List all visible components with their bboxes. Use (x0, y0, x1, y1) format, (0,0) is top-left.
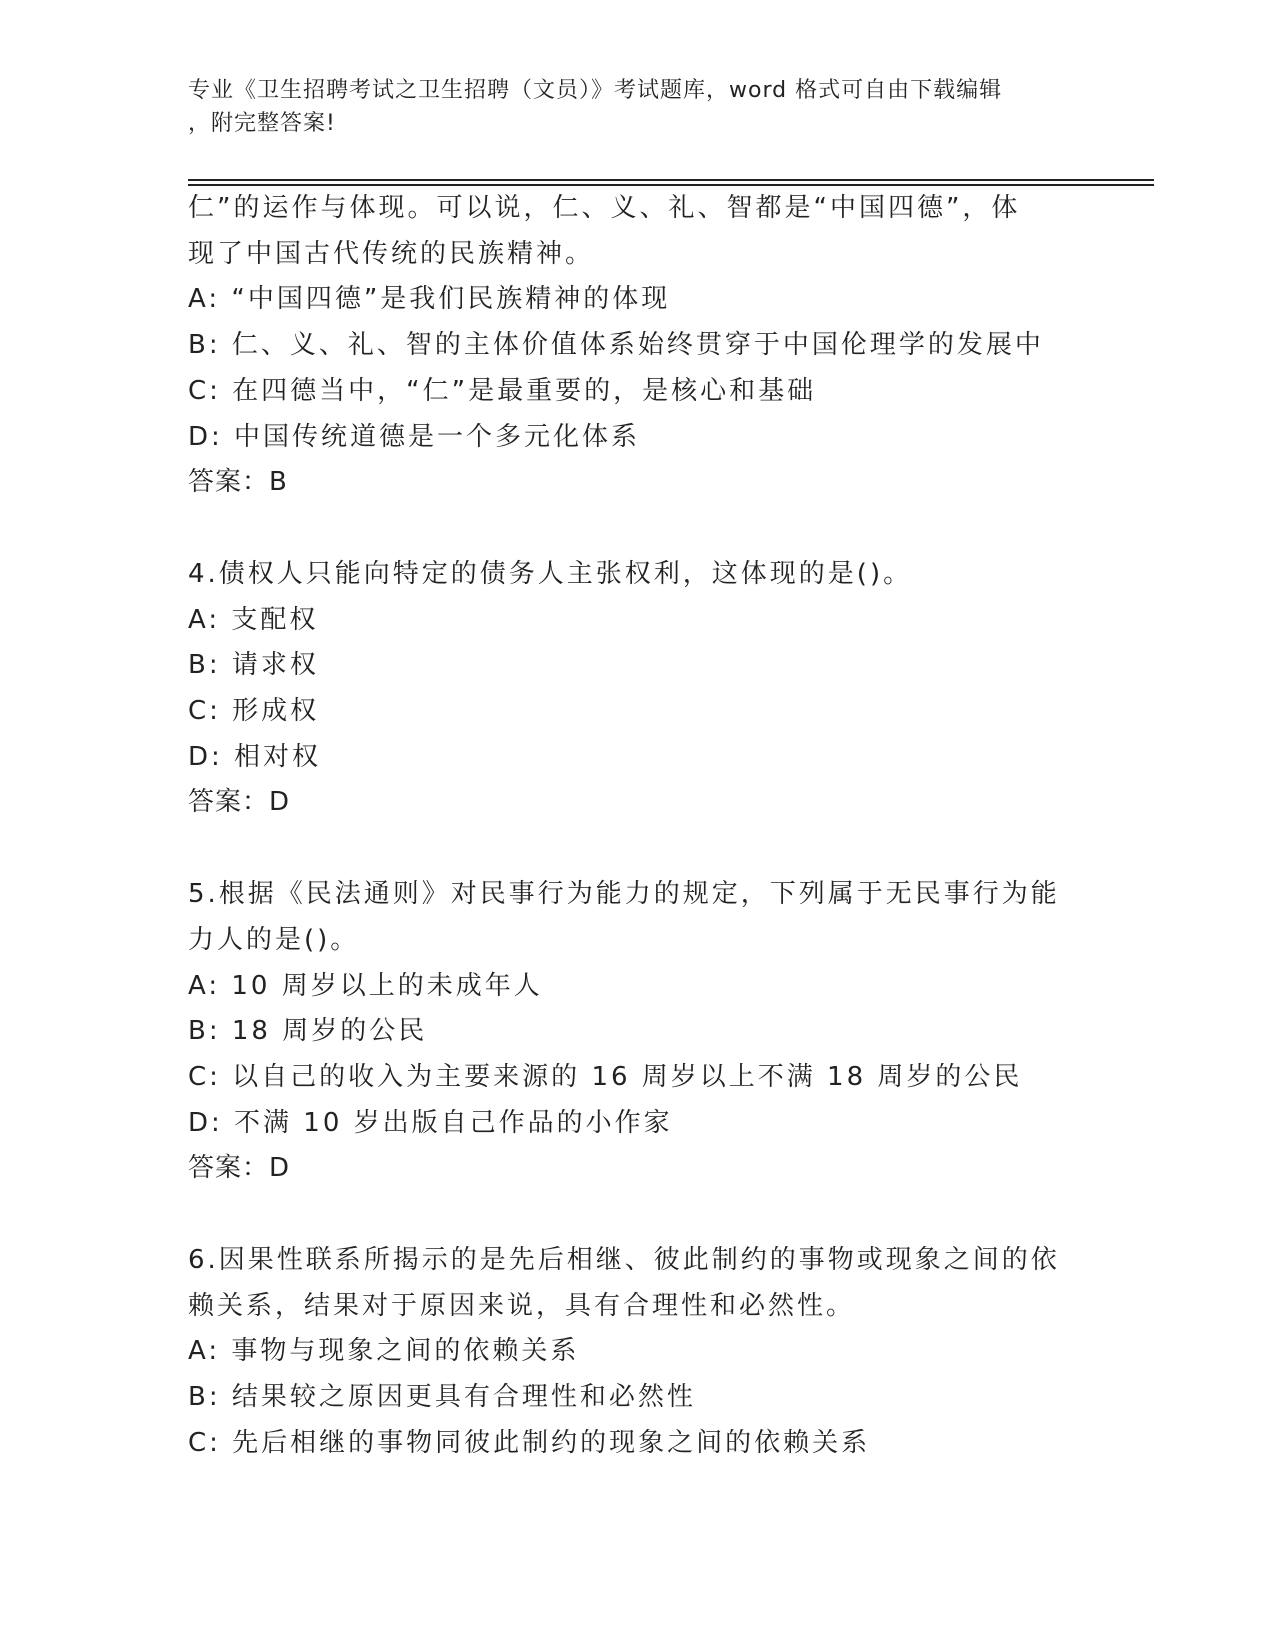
option-c: C: 在四德当中，“仁”是最重要的，是核心和基础 (188, 375, 817, 406)
option-d: D: 不满 10 岁出版自己作品的小作家 (188, 1107, 673, 1138)
option-c: C: 以自己的收入为主要来源的 16 周岁以上不满 18 周岁的公民 (188, 1061, 1023, 1092)
option-b: B: 结果较之原因更具有合理性和必然性 (188, 1382, 696, 1413)
question-text-line: 力人的是()。 (188, 924, 360, 955)
question-spacer (188, 506, 1088, 552)
option-a: A: 事物与现象之间的依赖关系 (188, 1336, 580, 1367)
answer: 答案：D (188, 1153, 291, 1184)
header-title-line-1: 专业《卫生招聘考试之卫生招聘（文员）》考试题库，word 格式可自由下载编辑 (188, 78, 1003, 103)
header-title-line-2: ，附完整答案! (188, 111, 336, 136)
answer: 答案：D (188, 787, 291, 818)
option-b: B: 请求权 (188, 650, 319, 681)
option-c: C: 形成权 (188, 696, 320, 727)
answer: 答案：B (188, 467, 288, 498)
question-text-line: 4.债权人只能向特定的债务人主张权利，这体现的是()。 (188, 558, 913, 589)
option-b: B: 18 周岁的公民 (188, 1016, 428, 1047)
question-text-line: 现了中国古代传统的民族精神。 (188, 238, 595, 269)
document-header (188, 74, 1068, 140)
option-d: D: 中国传统道德是一个多元化体系 (188, 421, 641, 452)
option-a: A: 支配权 (188, 604, 319, 635)
question-6 (188, 1238, 1088, 1467)
question-text-line: 赖关系，结果对于原因来说，具有合理性和必然性。 (188, 1290, 856, 1321)
option-b: B: 仁、义、礼、智的主体价值体系始终贯穿于中国伦理学的发展中 (188, 330, 1044, 361)
option-c: C: 先后相继的事物同彼此制约的现象之间的依赖关系 (188, 1427, 871, 1458)
question-text-line: 6.因果性联系所揭示的是先后相继、彼此制约的事物或现象之间的依 (188, 1245, 1060, 1276)
question-5 (188, 872, 1088, 1192)
question-spacer (188, 826, 1088, 872)
question-4 (188, 552, 1088, 826)
question-spacer (188, 1192, 1088, 1238)
option-a: A: 10 周岁以上的未成年人 (188, 970, 543, 1001)
question-text-line: 5.根据《民法通则》对民事行为能力的规定，下列属于无民事行为能 (188, 879, 1060, 910)
header-divider-top (188, 179, 1154, 181)
option-a: A: “中国四德”是我们民族精神的体现 (188, 284, 671, 315)
question-3-continuation (188, 186, 1088, 506)
question-text-line: 仁”的运作与体现。可以说，仁、义、礼、智都是“中国四德”，体 (188, 193, 1021, 223)
option-d: D: 相对权 (188, 741, 322, 772)
question-list (188, 186, 1088, 1467)
